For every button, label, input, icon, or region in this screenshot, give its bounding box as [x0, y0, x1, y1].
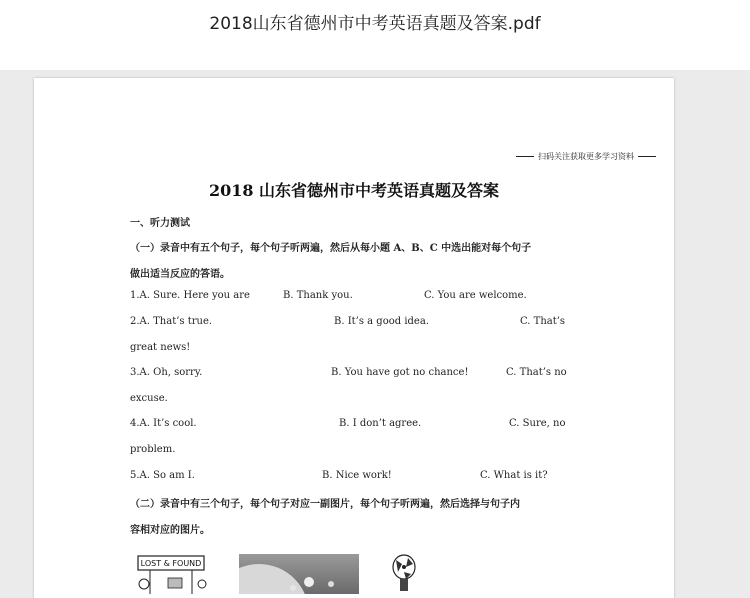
q4-option-c: C. Sure, no — [509, 418, 566, 429]
part2-intro-line2: 容相对应的图片。 — [130, 525, 210, 536]
q1-option-c: C. You are welcome. — [424, 290, 527, 301]
section-heading: 一、听力测试 — [130, 218, 190, 229]
q5-option-a: 5.A. So am I. — [130, 470, 195, 481]
picture-planets — [239, 554, 359, 594]
note-rule-right — [638, 156, 656, 157]
q5-option-c: C. What is it? — [480, 470, 548, 481]
q2-option-c-cont: great news! — [130, 342, 191, 353]
q3-option-c: C. That’s no — [506, 367, 567, 378]
q1-option-b: B. Thank you. — [283, 290, 353, 301]
q5-option-b: B. Nice work! — [322, 470, 392, 481]
picture-world-cup-trophy — [384, 554, 424, 594]
part1-intro-line2: 做出适当反应的答语。 — [130, 269, 230, 280]
q2-option-c: C. That’s — [520, 316, 566, 327]
q1-option-a: 1.A. Sure. Here you are — [130, 290, 250, 301]
q2-option-b: B. It’s a good idea. — [334, 316, 429, 327]
q4-option-b: B. I don’t agree. — [339, 418, 422, 429]
q2-option-a: 2.A. That’s true. — [130, 316, 213, 327]
doc-header-note — [516, 151, 656, 162]
viewer-topbar — [0, 0, 750, 70]
doc-title: 2018 山东省德州市中考英语真题及答案 — [208, 181, 500, 200]
q3-option-a: 3.A. Oh, sorry. — [130, 367, 203, 378]
part2-intro-line1: （二）录音中有三个句子，每个句子对应一副图片，每个句子听两遍，然后选择与句子内 — [130, 499, 520, 510]
picture-lost-and-found — [132, 554, 214, 594]
q3-option-c-cont: excuse. — [130, 393, 168, 404]
note-rule-left — [516, 156, 534, 157]
q4-option-c-cont: problem. — [130, 444, 176, 455]
lost-found-sign-text: LOST & FOUND — [140, 559, 202, 568]
pdf-page — [34, 78, 674, 598]
q4-option-a: 4.A. It’s cool. — [130, 418, 197, 429]
note-text: 扫码关注获取更多学习资料 — [538, 152, 634, 161]
part1-intro-line1: （一）录音中有五个句子，每个句子听两遍，然后从每小题 A、B、C 中选出能对每个句子 — [130, 243, 532, 254]
file-title: 2018山东省德州市中考英语真题及答案.pdf — [209, 14, 541, 34]
q3-option-b: B. You have got no chance! — [331, 367, 469, 378]
